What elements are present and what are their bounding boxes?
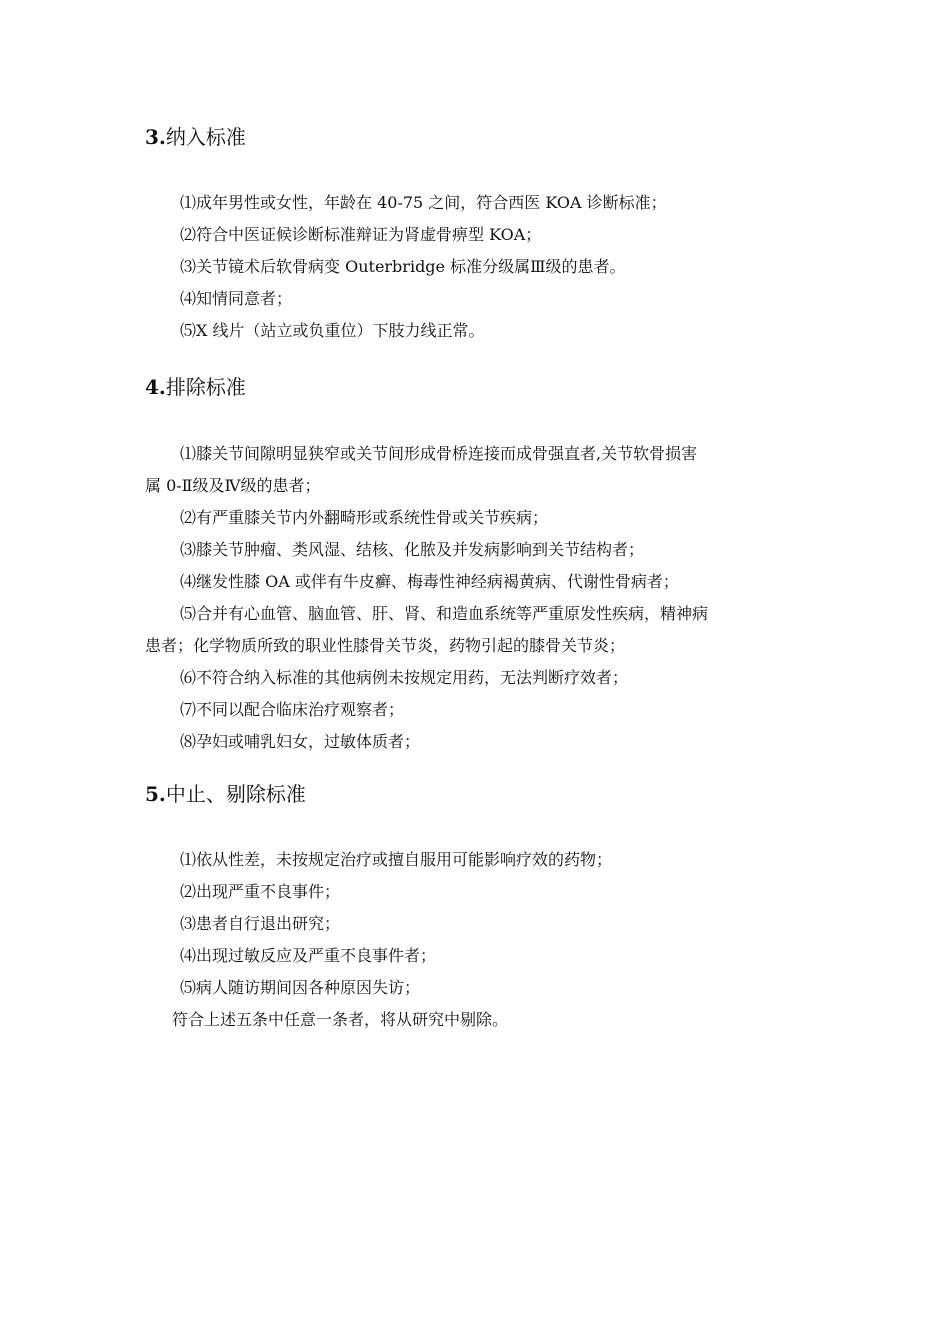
exclusion-item-5: ⑸合并有心血管、脑血管、肝、肾、和造血系统等严重原发性疾病，精神病 bbox=[180, 604, 709, 623]
inclusion-item-5: ⑸X 线片（站立或负重位）下肢力线正常。 bbox=[180, 321, 485, 340]
exclusion-item-7: ⑺不同以配合临床治疗观察者； bbox=[180, 700, 405, 719]
withdrawal-item-2: ⑵出现严重不良事件； bbox=[180, 882, 341, 901]
section-heading-withdrawal bbox=[145, 780, 306, 808]
exclusion-item-6: ⑹不符合纳入标准的其他病例未按规定用药，无法判断疗效者； bbox=[180, 668, 629, 687]
withdrawal-item-5: ⑸病人随访期间因各种原因失访； bbox=[180, 978, 421, 997]
exclusion-item-8: ⑻孕妇或哺乳妇女，过敏体质者； bbox=[180, 732, 421, 751]
inclusion-item-2: ⑵符合中医证候诊断标准辩证为肾虚骨痹型 KOA； bbox=[180, 225, 542, 244]
section-title: 纳入标准 bbox=[165, 125, 246, 149]
withdrawal-item-3: ⑶患者自行退出研究； bbox=[180, 914, 341, 933]
exclusion-item-5-continued: 患者；化学物质所致的职业性膝骨关节炎，药物引起的膝骨关节炎； bbox=[145, 636, 626, 655]
section-number: 3. bbox=[145, 125, 166, 149]
section-heading-exclusion bbox=[145, 373, 246, 401]
inclusion-item-4: ⑷知情同意者； bbox=[180, 289, 293, 308]
exclusion-item-1-continued: 属 0-Ⅱ级及Ⅳ级的患者； bbox=[145, 476, 321, 495]
section-heading-inclusion bbox=[145, 123, 246, 151]
exclusion-item-4: ⑷继发性膝 OA 或伴有牛皮癣、梅毒性神经病褐黄病、代谢性骨病者； bbox=[180, 572, 679, 591]
section-title: 排除标准 bbox=[165, 375, 246, 399]
inclusion-item-3: ⑶关节镜术后软骨病变 Outerbridge 标准分级属Ⅲ级的患者。 bbox=[180, 257, 626, 276]
withdrawal-summary: 符合上述五条中任意一条者，将从研究中剔除。 bbox=[172, 1010, 509, 1029]
withdrawal-item-4: ⑷出现过敏反应及严重不良事件者； bbox=[180, 946, 437, 965]
inclusion-item-1: ⑴成年男性或女性，年龄在 40-75 之间，符合西医 KOA 诊断标准； bbox=[180, 193, 667, 212]
withdrawal-item-1: ⑴依从性差，未按规定治疗或擅自服用可能影响疗效的药物； bbox=[180, 850, 613, 869]
section-title: 中止、剔除标准 bbox=[165, 782, 306, 806]
exclusion-item-1: ⑴膝关节间隙明显狭窄或关节间形成骨桥连接而成骨强直者,关节软骨损害 bbox=[180, 444, 698, 463]
section-number: 4. bbox=[145, 375, 166, 399]
exclusion-item-3: ⑶膝关节肿瘤、类风湿、结核、化脓及并发病影响到关节结构者； bbox=[180, 540, 645, 559]
section-number: 5. bbox=[145, 782, 166, 806]
exclusion-item-2: ⑵有严重膝关节内外翻畸形或系统性骨或关节疾病； bbox=[180, 508, 549, 527]
